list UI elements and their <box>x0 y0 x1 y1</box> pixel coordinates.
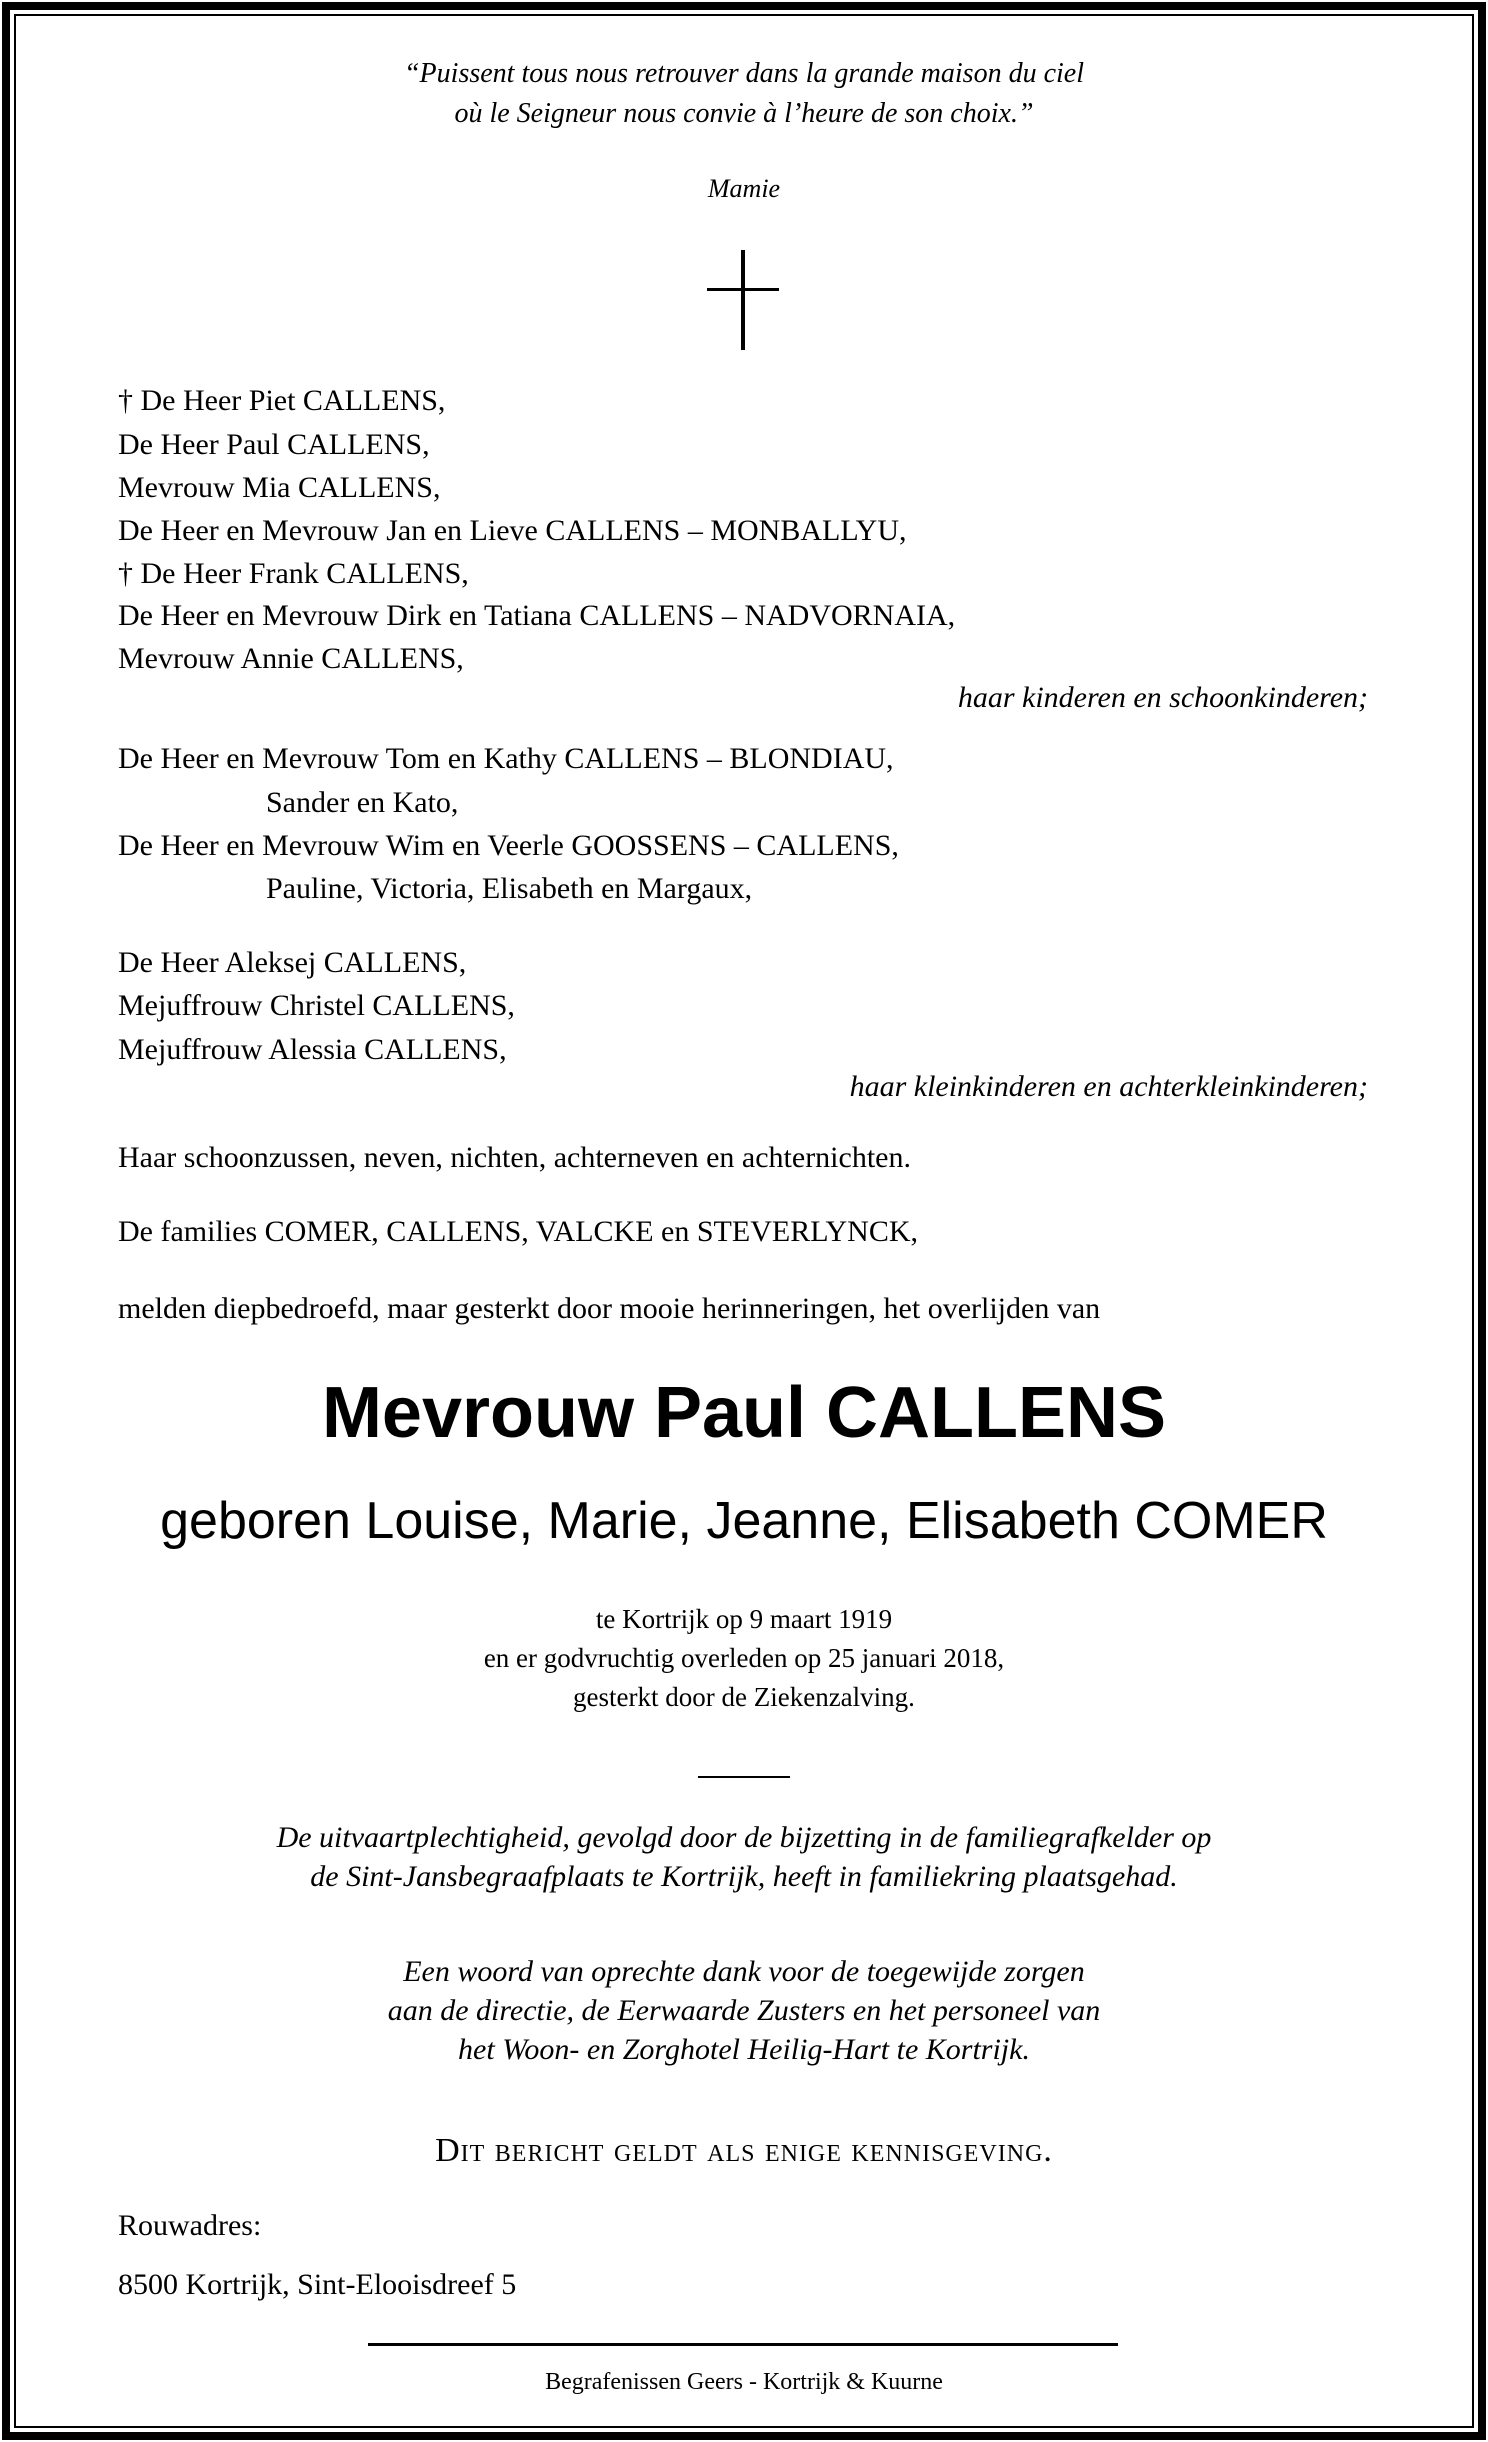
deceased-name: Mevrouw Paul CALLENS <box>321 1373 1167 1453</box>
funeral-line: de Sint-Jansbegraafplaats te Kortrijk, heeft in familiekring plaatsgehad. <box>310 1860 1178 1893</box>
child-line: De Heer en Mevrouw Jan en Lieve CALLENS – MONBALLYU, <box>118 514 907 547</box>
date-line: en er godvruchtig overleden op 25 januari 2018, <box>483 1643 1005 1673</box>
quote-line-2: où le Seigneur nous convie à l’heure de son choix.” <box>454 98 1034 129</box>
thanks-line: Een woord van oprechte dank voor de toegewijde zorgen <box>403 1955 1085 1988</box>
relatives-line: Haar schoonzussen, neven, nichten, achterneven en achternichten. <box>118 1141 911 1174</box>
address-value: 8500 Kortrijk, Sint-Elooisdreef 5 <box>118 2268 517 2301</box>
funeral-home-footer: Begrafenissen Geers - Kortrijk & Kuurne <box>545 2369 943 2395</box>
address-label: Rouwadres: <box>118 2209 262 2242</box>
grandchild-family-line: De Heer en Mevrouw Tom en Kathy CALLENS – BLONDIAU, <box>118 742 894 775</box>
funeral-line: De uitvaartplechtigheid, gevolgd door de bijzetting in de familiegrafkelder op <box>276 1821 1212 1854</box>
deceased-birth-name: geboren Louise, Marie, Jeanne, Elisabeth COMER <box>160 1492 1328 1550</box>
child-line: De Heer Paul CALLENS, <box>118 428 430 461</box>
thanks-line: het Woon- en Zorghotel Heilig-Hart te Kortrijk. <box>458 2033 1030 2066</box>
grandchild-line: Mejuffrouw Christel CALLENS, <box>118 989 515 1022</box>
footer-separator <box>368 2343 1118 2346</box>
child-line: Mevrouw Mia CALLENS, <box>118 471 441 504</box>
short-separator <box>698 1776 790 1778</box>
announcement-line: melden diepbedroefd, maar gesterkt door mooie herinneringen, het overlijden van <box>118 1292 1101 1325</box>
quote-attribution: Mamie <box>707 174 781 203</box>
child-line: Mevrouw Annie CALLENS, <box>118 642 464 675</box>
grandchild-line: De Heer Aleksej CALLENS, <box>118 946 467 979</box>
date-line: gesterkt door de Ziekenzalving. <box>573 1682 915 1712</box>
grandchild-line: Mejuffrouw Alessia CALLENS, <box>118 1033 507 1066</box>
thanks-line: aan de directie, de Eerwaarde Zusters en het personeel van <box>387 1994 1101 2027</box>
children-relation: haar kinderen en schoonkinderen; <box>957 681 1368 714</box>
grandchildren-relation: haar kleinkinderen en achterkleinkinderen; <box>849 1070 1368 1103</box>
notice-line: Dit bericht geldt als enige kennisgeving. <box>435 2132 1053 2169</box>
grandchild-family-line: De Heer en Mevrouw Wim en Veerle GOOSSENS – CALLENS, <box>118 829 899 862</box>
child-line: De Heer en Mevrouw Dirk en Tatiana CALLENS – NADVORNAIA, <box>118 599 956 632</box>
date-line: te Kortrijk op 9 maart 1919 <box>595 1604 893 1634</box>
child-line: † De Heer Frank CALLENS, <box>118 557 469 590</box>
families-line: De families COMER, CALLENS, VALCKE en STEVERLYNCK, <box>118 1215 919 1248</box>
quote-line-1: “Puissent tous nous retrouver dans la grande maison du ciel <box>403 58 1084 89</box>
grandchild-family-line: Pauline, Victoria, Elisabeth en Margaux, <box>266 872 753 905</box>
child-line: † De Heer Piet CALLENS, <box>118 384 446 417</box>
grandchild-family-line: Sander en Kato, <box>266 786 459 819</box>
